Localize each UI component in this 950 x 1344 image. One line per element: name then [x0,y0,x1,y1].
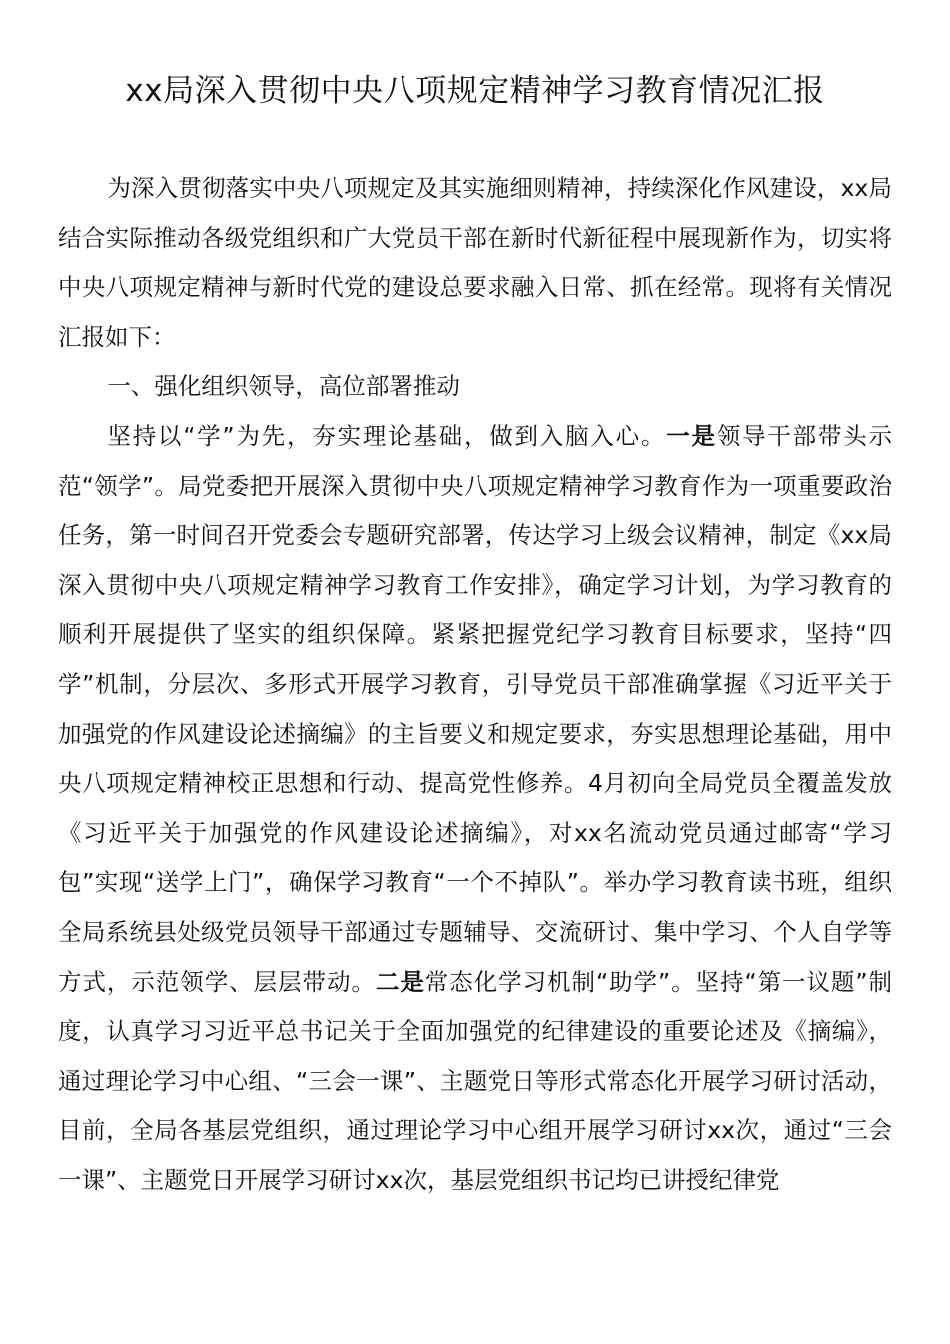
section-heading: 一、强化组织领导，高位部署推动 [107,372,460,401]
paragraph-text: 常态化学习机制“助学”。坚持“第一议题”制度，认真学习习近平总书记关于全面加强党的纪律建设的重要论述及《摘编》，通过理论学习中心组、“三会一课”、主题党日等形式常态化开展学习研讨活动，目前，全局各基层党组织，通过理论学习中心组开展学习研讨xx次，通过“三会一课”、主题党日开展学习研讨xx次，基层党组织书记均已讲授纪律党 [58,967,893,1194]
bold-label: 二是 [375,967,425,996]
intro-paragraph: 为深入贯彻落实中央八项规定及其实施细则精神，持续深化作风建设，xx局结合实际推动各级党组织和广大党员干部在新时代新征程中展现新作为，切实将中央八项规定精神与新时代党的建设总要求融入日常、抓在经常。现将有关情况汇报如下： [58,174,892,351]
paragraph-text: 领导干部带头示范“领学”。局党委把开展深入贯彻中央八项规定精神学习教育作为一项重要政治任务，第一时间召开党委会专题研究部署，传达学习上级会议精神，制定《xx局深入贯彻中央八项规定精神学习教育工作安排》，确定学习计划，为学习教育的顺利开展提供了坚实的组织保障。紧紧把握党纪学习教育目标要求，坚持“四学”机制，分层次、多形式开展学习教育，引导党员干部准确掌握《习近平关于加强党的作风建设论述摘编》的主旨要义和规定要求，夯实思想理论基础，用中央八项规定精神校正思想和行动、提高党性修养。4月初向全局党员全覆盖发放《习近平关于加强党的作风建设论述摘编》，对xx名流动党员通过邮寄“学习包”实现“送学上门”，确保学习教育“一个不掉队”。举办学习教育读书班，组织全局系统县处级党员领导干部通过专题辅导、交流研讨、集中学习、个人自学等方式，示范领学、层层带动。 [58,421,893,996]
bold-label: 一是 [666,421,717,450]
document-title: xx局深入贯彻中央八项规定精神学习教育情况汇报 [125,73,825,109]
document-body [58,164,892,1205]
body-paragraph [58,412,892,1206]
paragraph-text: 坚持以“学”为先，夯实理论基础，做到入脑入心。 [107,421,667,450]
